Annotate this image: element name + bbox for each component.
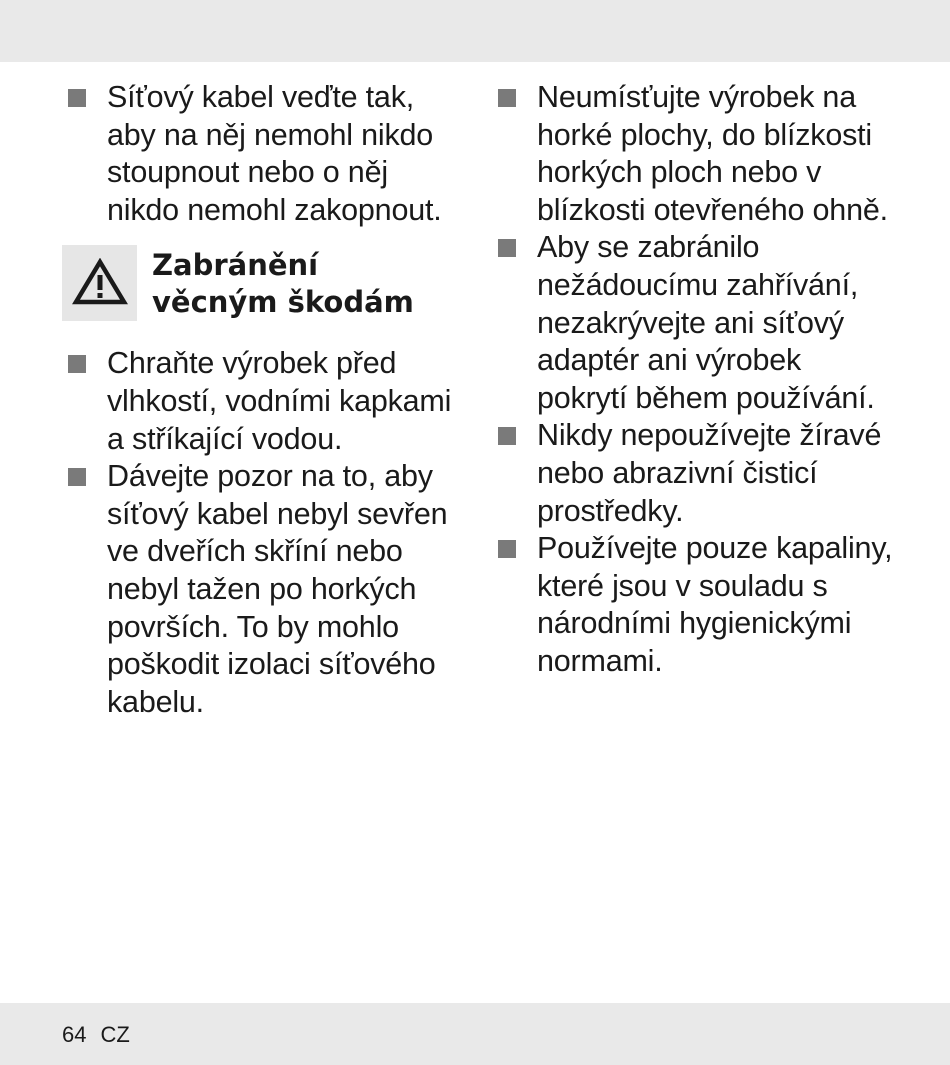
footer	[62, 1022, 130, 1048]
list-item-text: Síťový kabel veďte tak, aby na něj nemohl nikdo stoupnout nebo o něj nikdo nemohl zakopnout.	[107, 80, 442, 227]
list-item-text: Používejte pouze kapaliny, které jsou v souladu s národními hygienickými normami.	[537, 531, 893, 678]
square-bullet-icon	[498, 89, 516, 107]
list-item-text: Nikdy nepoužívejte žíravé nebo abrazivní čisticí prostředky.	[537, 418, 882, 528]
square-bullet-icon	[498, 540, 516, 558]
warning-triangle-icon	[72, 258, 128, 306]
language-code: CZ	[100, 1022, 130, 1047]
list-item	[496, 229, 916, 417]
list-item-text: Dávejte pozor na to, aby síťový kabel nebyl sevřen ve dveřích skříní nebo nebyl tažen po horkých površích. To by mohlo poškodit izolaci síťového kabelu.	[107, 459, 448, 719]
list-item	[496, 530, 916, 680]
page-number: 64	[62, 1022, 87, 1047]
square-bullet-icon	[498, 239, 516, 257]
footer-bar	[0, 1003, 950, 1065]
bullet-list-right	[496, 79, 916, 681]
header-bar	[0, 0, 950, 62]
bullet-list-bottom	[66, 345, 456, 721]
list-item	[496, 79, 916, 229]
list-item-text: Chraňte výrobek před vlhkostí, vodními kapkami a stříkající vodou.	[107, 346, 452, 456]
list-item-text: Neumísťujte výrobek na horké plochy, do blízkosti horkých ploch nebo v blízkosti otevřeného ohně.	[537, 80, 888, 227]
list-item	[66, 79, 456, 229]
section-title: Zabránění věcným škodám	[152, 248, 414, 320]
list-item	[66, 458, 456, 721]
list-item	[496, 417, 916, 530]
square-bullet-icon	[68, 468, 86, 486]
warning-icon-box	[62, 245, 137, 321]
right-column	[496, 79, 916, 681]
square-bullet-icon	[68, 355, 86, 373]
bullet-list-top	[66, 79, 456, 229]
square-bullet-icon	[498, 427, 516, 445]
square-bullet-icon	[68, 89, 86, 107]
left-column	[66, 79, 456, 721]
list-item	[66, 345, 456, 458]
warning-section-heading	[66, 245, 456, 323]
list-item-text: Aby se zabránilo nežádoucímu zahřívání, nezakrývejte ani síťový adaptér ani výrobek pokrytí během používání.	[537, 230, 875, 415]
